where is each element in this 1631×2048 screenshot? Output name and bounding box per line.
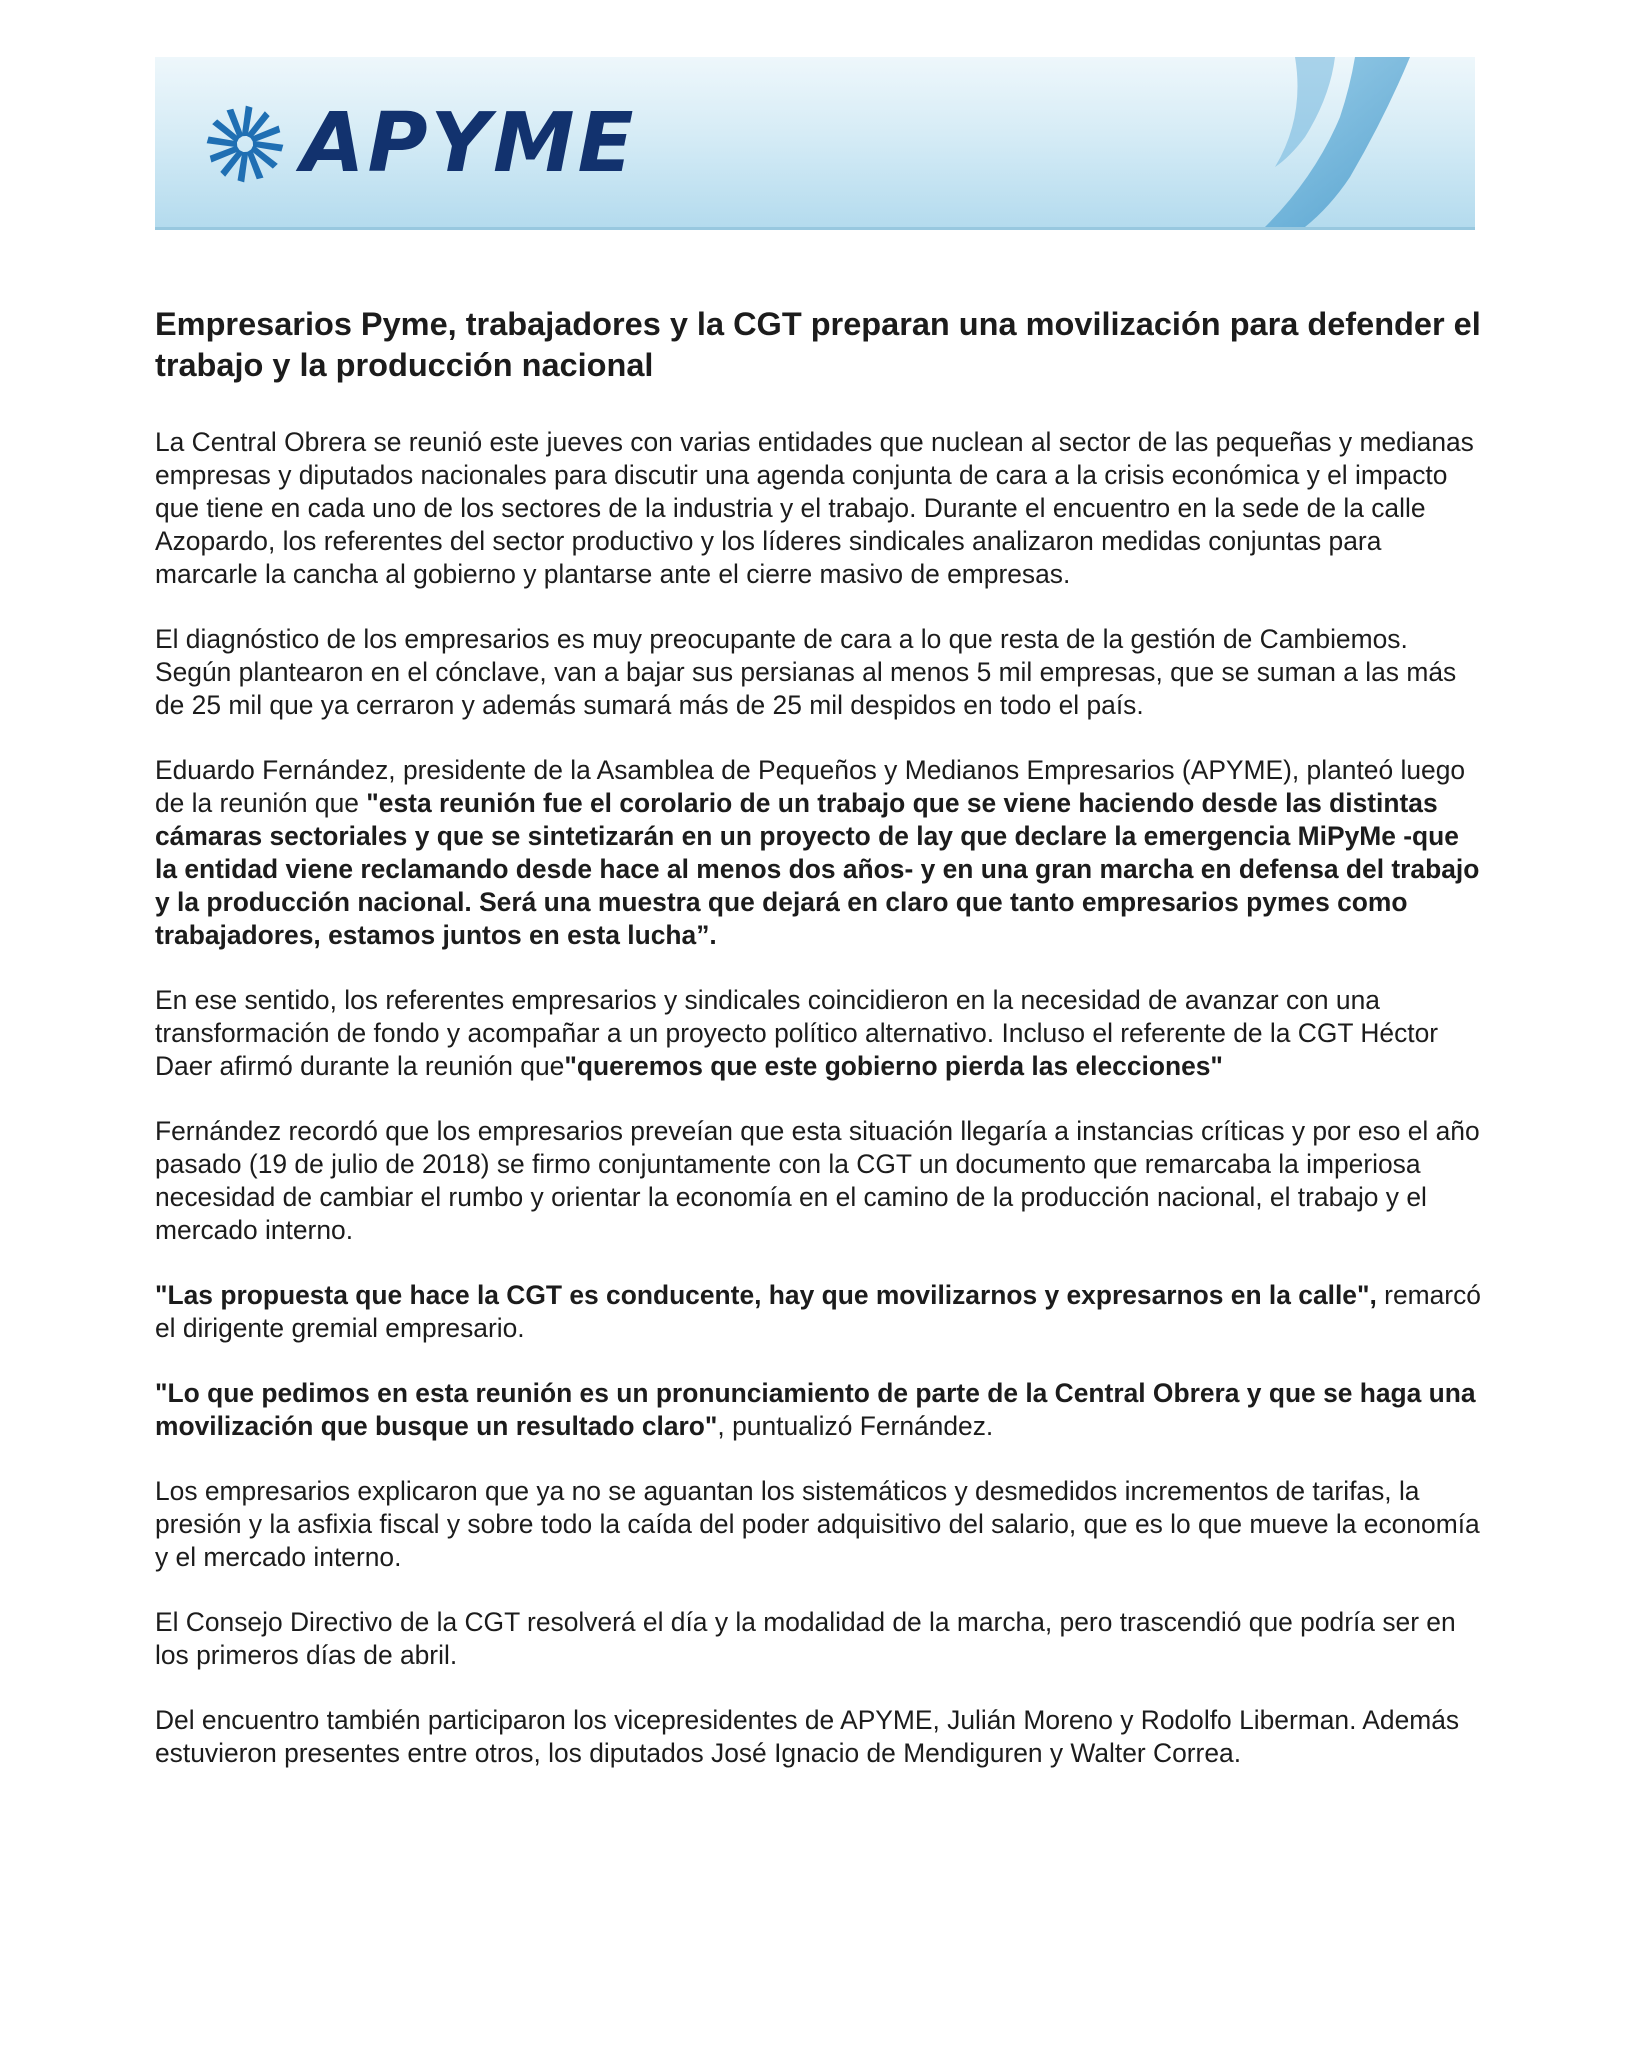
logo-text: APYME xyxy=(301,96,637,191)
paragraph-5: Fernández recordó que los empresarios preveían que esta situación llegaría a instancias críticas y por eso el año pasado (19 de julio de 2018) se firmo conjuntamente con la CGT un documento que remarcaba la imperiosa necesidad de cambiar el rumbo y orientar la economía en el camino de la producción nacional, el trabajo y el mercado interno. xyxy=(155,1116,1480,1245)
paragraph-7 xyxy=(155,1377,1485,1443)
paragraph-7-quote: "Lo que pedimos en esta reunión es un pronunciamiento de parte de la Central Obrera y que se haga una movilización que busque un resultado claro" xyxy=(155,1378,1476,1441)
paragraph-3-quote: "esta reunión fue el corolario de un trabajo que se viene haciendo desde las distintas cámaras sectoriales y que se sintetizarán en un proyecto de lay que declare la emergencia MiPyMe -que la entidad viene reclamando desde hace al menos dos años- y en una gran marcha en defensa del trabajo y la producción nacional. Será una muestra que dejará en claro que tanto empresarios pymes como trabajadores, estamos juntos en esta lucha”. xyxy=(155,788,1480,950)
paragraph-6-quote: "Las propuesta que hace la CGT es conducente, hay que movilizarnos y expresarnos en la calle", xyxy=(155,1280,1377,1310)
paragraph-1: La Central Obrera se reunió este jueves con varias entidades que nuclean al sector de las pequeñas y medianas empresas y diputados nacionales para discutir una agenda conjunta de cara a la crisis económica y el impacto que tiene en cada uno de los sectores de la industria y el trabajo. Durante el encuentro en la sede de la calle Azopardo, los referentes del sector productivo y los líderes sindicales analizaron medidas conjuntas para marcarle la cancha al gobierno y plantarse ante el cierre masivo de empresas. xyxy=(155,427,1474,589)
paragraph-6 xyxy=(155,1279,1485,1345)
paragraph-2: El diagnóstico de los empresarios es muy preocupante de cara a lo que resta de la gestión de Cambiemos. Según plantearon en el cónclave, van a bajar sus persianas al menos 5 mil empresas, que se suman a las más de 25 mil que ya cerraron y además sumará más de 25 mil despidos en todo el país. xyxy=(155,624,1457,720)
paragraph-3-text: Eduardo Fernández, presidente de la Asamblea de Pequeños y Medianos Empresarios (APYME), planteó luego de la reunión que xyxy=(155,755,1466,818)
paragraph-4 xyxy=(155,984,1485,1083)
paragraph-4-text: En ese sentido, los referentes empresarios y sindicales coincidieron en la necesidad de avanzar con una transformación de fondo y acompañar a un proyecto político alternativo. Incluso el referente de la CGT Héctor Daer afirmó durante la reunión que xyxy=(155,985,1439,1081)
paragraph-6-text: remarcó el dirigente gremial empresario. xyxy=(155,1280,1481,1343)
paragraph-9: El Consejo Directivo de la CGT resolverá el día y la modalidad de la marcha, pero trascendió que podría ser en los primeros días de abril. xyxy=(155,1607,1456,1670)
paragraph-7-text: , puntualizó Fernández. xyxy=(717,1411,994,1441)
swoosh-decoration-icon xyxy=(1235,57,1475,227)
paragraph-10: Del encuentro también participaron los vicepresidentes de APYME, Julián Moreno y Rodolfo Liberman. Además estuvieron presentes entre otros, los diputados José Ignacio de Mendiguren y Walter Correa. xyxy=(155,1705,1460,1768)
apyme-logo-icon xyxy=(203,102,287,186)
article-title: Empresarios Pyme, trabajadores y la CGT preparan una movilización para defender el trabajo y la producción nacional xyxy=(155,306,1481,383)
paragraph-4-quote: "queremos que este gobierno pierda las elecciones" xyxy=(564,1051,1223,1081)
article xyxy=(155,304,1485,1802)
apyme-logo xyxy=(203,96,637,191)
header-banner xyxy=(155,57,1475,230)
paragraph-8: Los empresarios explicaron que ya no se aguantan los sistemáticos y desmedidos incrementos de tarifas, la presión y la asfixia fiscal y sobre todo la caída del poder adquisitivo del salario, que es lo que mueve la economía y el mercado interno. xyxy=(155,1476,1480,1572)
paragraph-3 xyxy=(155,754,1485,952)
